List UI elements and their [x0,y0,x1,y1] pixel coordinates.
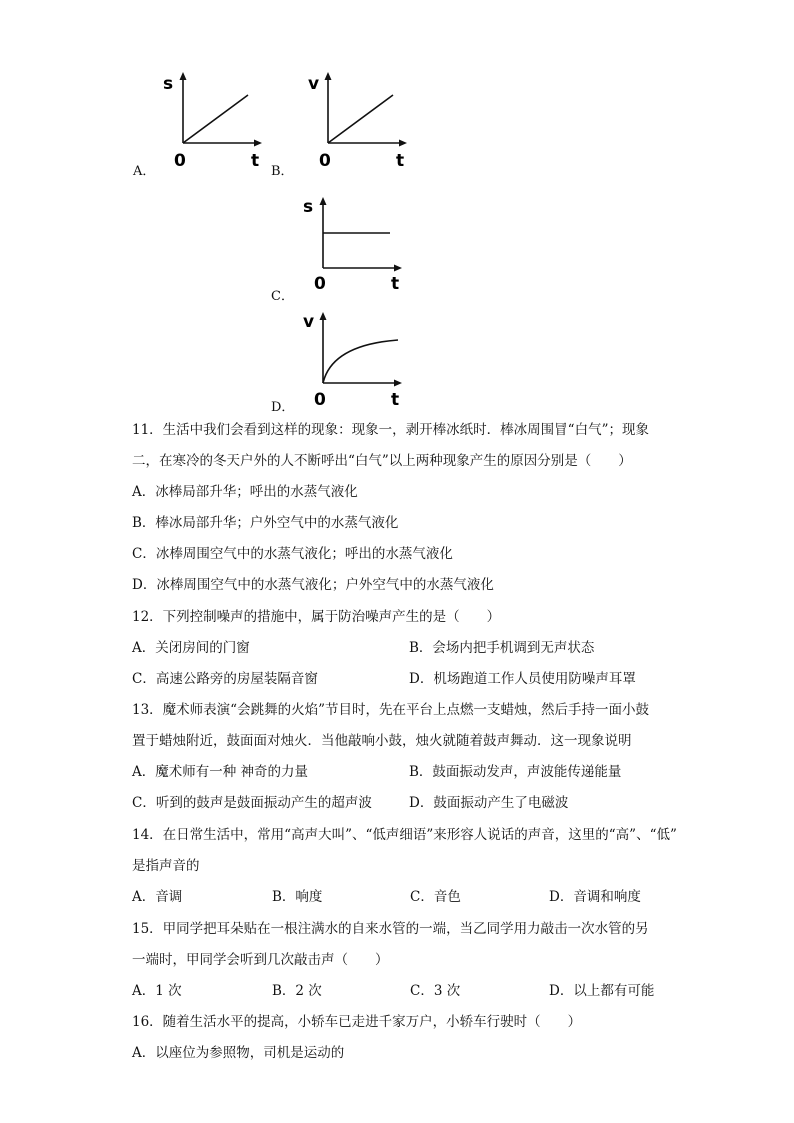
q15-stem-line1: 15．甲同学把耳朵贴在一根注满水的自来水管的一端，当乙同学用力敲击一次水管的另 [132,921,649,937]
option-b-label: B． [271,164,294,179]
origin-label: 0 [314,274,326,294]
y-axis-label: s [163,74,174,94]
q14-option-b: B．响度 [272,889,323,905]
x-axis-label: t [251,151,260,171]
q11-stem-line1: 11．生活中我们会看到这样的现象：现象一，剥开棒冰纸时．棒冰周围冒“白气”；现象 [132,422,649,438]
q11-stem-line2: 二，在寒冷的冬天户外的人不断呼出“白气”以上两种现象产生的原因分别是（ ） [132,453,632,469]
x-axis-label: t [396,151,405,171]
q15-option-b: B．2 次 [272,983,322,999]
graph-d [300,310,410,415]
option-a-label: A． [133,164,156,179]
y-axis-label: v [303,312,315,332]
q14-option-c: C．音色 [410,889,461,905]
q12-stem: 12．下列控制噪声的措施中，属于防治噪声产生的是（ ） [132,609,501,625]
q15-option-c: C．3 次 [410,983,461,999]
x-axis-label: t [391,274,400,294]
q11-option-b: B．棒冰局部升华；户外空气中的水蒸气液化 [132,515,399,531]
q12-option-c: C．高速公路旁的房屋装隔音窗 [132,671,318,687]
option-d-label: D． [271,400,295,415]
x-axis-label: t [391,390,400,410]
origin-label: 0 [174,151,186,171]
q15-stem-line2: 一端时，甲同学会听到几次敲击声（ ） [132,952,389,968]
y-axis-label: v [308,74,320,94]
q14-stem-line2: 是指声音的 [132,858,200,874]
graph-b [305,70,415,175]
q15-option-d: D．以上都有可能 [549,983,655,999]
option-c-label: C． [271,289,294,304]
graph-c [300,195,410,300]
origin-label: 0 [314,390,326,410]
q11-option-a: A．冰棒局部升华；呼出的水蒸气液化 [132,484,358,500]
q12-option-b: B．会场内把手机调到无声状态 [409,640,595,656]
q14-option-a: A．音调 [132,889,183,905]
q16-option-a: A．以座位为参照物，司机是运动的 [132,1045,345,1061]
q13-option-b: B．鼓面振动发声，声波能传递能量 [409,764,622,780]
q13-stem-line2: 置于蜡烛附近，鼓面面对烛火．当他敲响小鼓，烛火就随着鼓声舞动．这一现象说明 [132,733,632,749]
q11-option-d: D．冰棒周围空气中的水蒸气液化；户外空气中的水蒸气液化 [132,577,494,593]
q14-option-d: D．音调和响度 [549,889,641,905]
q12-option-a: A．关闭房间的门窗 [132,640,250,656]
q13-option-c: C．听到的鼓声是鼓面振动产生的超声波 [132,795,372,811]
graph-a [160,70,270,175]
q14-stem-line1: 14．在日常生活中，常用“高声大叫”、“低声细语”来形容人说话的声音，这里的“高”、“低” [132,827,677,843]
q16-stem: 16．随着生活水平的提高，小轿车已走进千家万户，小轿车行驶时（ ） [132,1014,582,1030]
q13-option-a: A．魔术师有一种 神奇的力量 [132,764,309,780]
q15-option-a: A．1 次 [132,983,182,999]
q12-option-d: D．机场跑道工作人员使用防噪声耳罩 [409,671,636,687]
q11-option-c: C．冰棒周围空气中的水蒸气液化；呼出的水蒸气液化 [132,546,453,562]
y-axis-label: s [303,197,314,217]
q13-option-d: D．鼓面振动产生了电磁波 [409,795,569,811]
q13-stem-line1: 13．魔术师表演“会跳舞的火焰”节目时，先在平台上点燃一支蜡烛，然后手持一面小鼓 [132,702,649,718]
origin-label: 0 [319,151,331,171]
